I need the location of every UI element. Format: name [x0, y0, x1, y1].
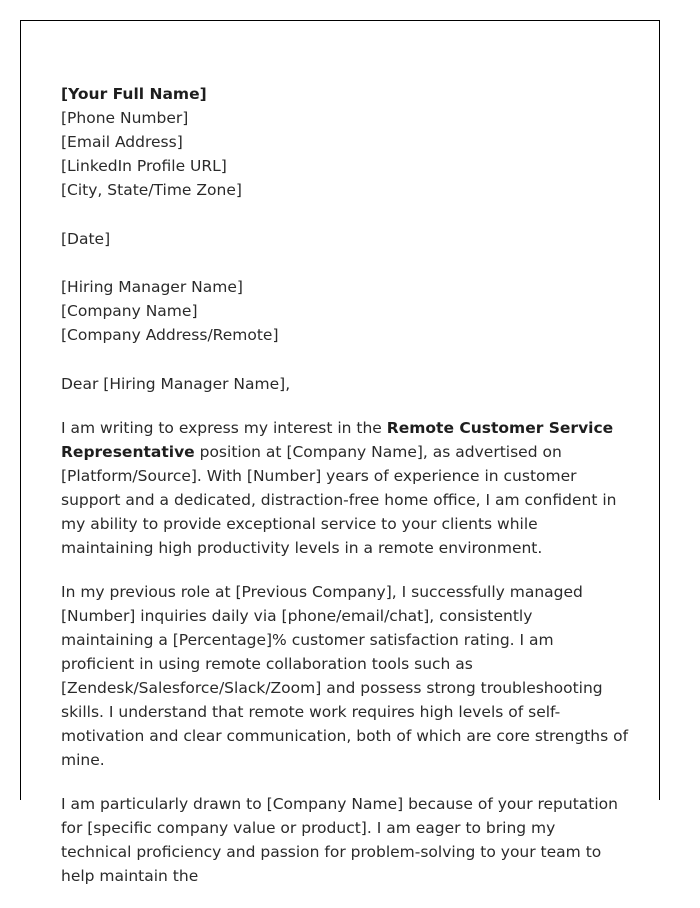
recipient-address: [Company Address/Remote]	[61, 326, 279, 344]
position-title: Remote Customer Service Representative	[61, 418, 614, 461]
recipient-block	[61, 275, 629, 347]
recipient-name: [Hiring Manager Name]	[61, 278, 243, 296]
sender-email: [Email Address]	[61, 133, 183, 151]
sender-linkedin: [LinkedIn Profile URL]	[61, 157, 227, 175]
letter-page	[20, 20, 660, 885]
letter-date: [Date]	[61, 229, 111, 248]
recipient-company: [Company Name]	[61, 302, 198, 320]
paragraph-experience: In my previous role at [Previous Company], I successfully managed [Number] inquiries daily via [phone/email/chat], consistently maintaining a [Percentage]% customer satisfaction rating. I am proficient in using remote collaboration tools such as [Zendesk/Salesforce/Slack/Zoom] and possess strong troubleshooting skills. I understand that remote work requires high levels of self-motivation and clear communication, both of which are core strengths of mine.	[61, 582, 629, 769]
paragraph-motivation: I am particularly drawn to [Company Name] because of your reputation for [specific company value or product]. I am eager to bring my technical proficiency and passion for problem-solving to your team to help maintain the	[61, 794, 618, 885]
sender-name: [Your Full Name]	[61, 85, 207, 103]
sender-block	[61, 82, 629, 202]
letter-body	[61, 82, 629, 908]
paragraph-intro: I am writing to express my interest in the Remote Customer Service Representative position at [Company Name], as advertised on [Platform/Source]. With [Number] years of experience in customer support and a dedicated, distraction-free home office, I am confident in my ability to provide exceptional service to your clients while maintaining high productivity levels in a remote environment.	[61, 418, 617, 557]
salutation: Dear [Hiring Manager Name],	[61, 374, 291, 393]
sender-location: [City, State/Time Zone]	[61, 181, 242, 199]
sender-phone: [Phone Number]	[61, 109, 189, 127]
